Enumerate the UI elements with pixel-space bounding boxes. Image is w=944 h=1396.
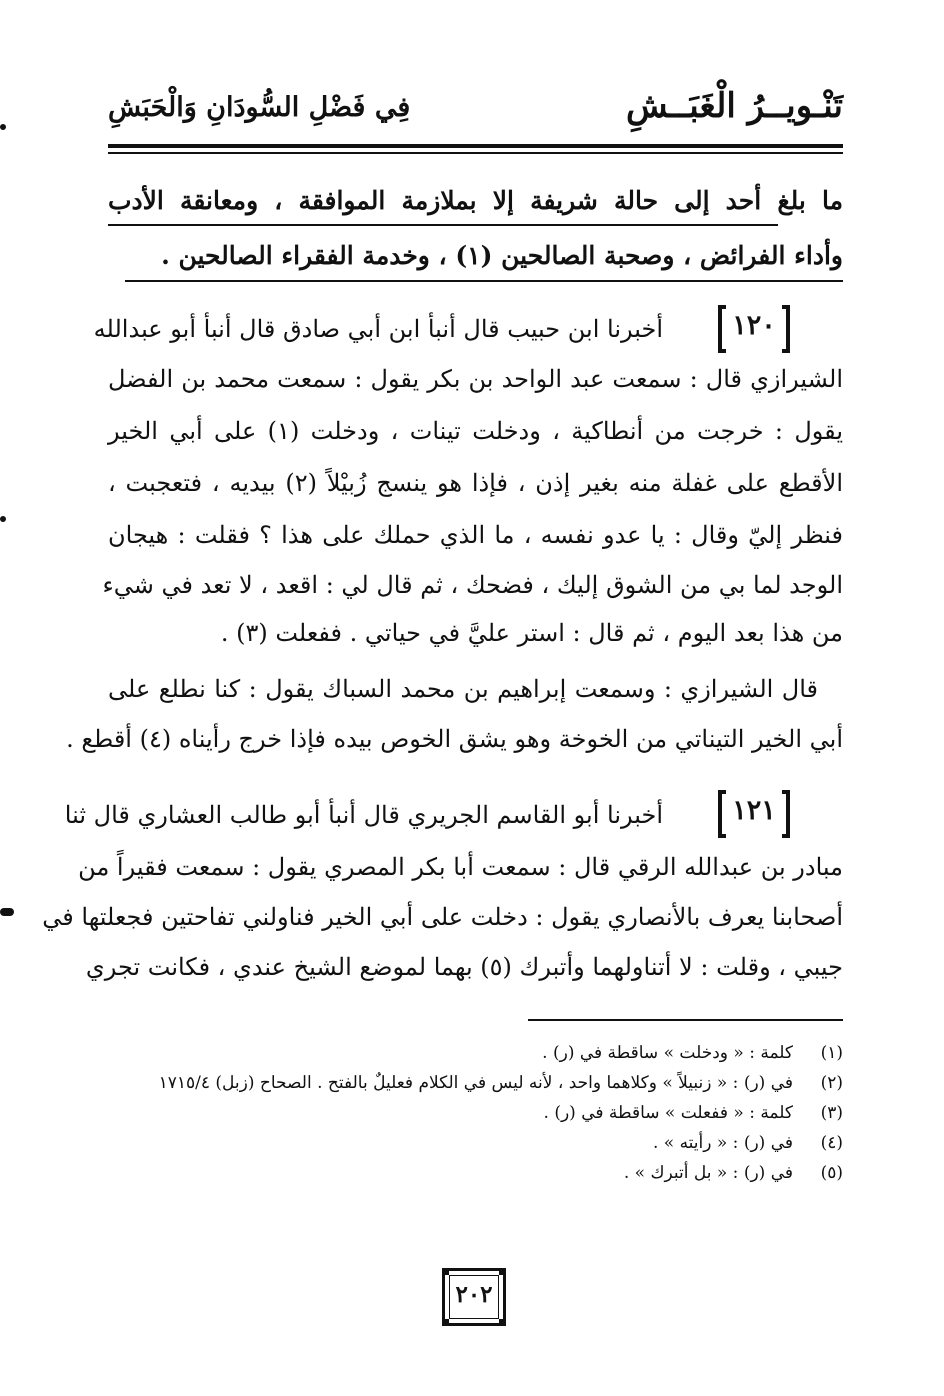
footnote xyxy=(108,1068,843,1098)
footnote-number: (٤) xyxy=(820,1133,843,1153)
entry-line: الوجد لما بي من الشوق إليك ، فضحك ، ثم قال لي : اقعد ، لا تعد في شيء xyxy=(102,571,843,599)
entry-line: يقول : خرجت من أنطاكية ، ودخلت تينات ، ودخلت (١) على أبي الخير xyxy=(108,417,844,445)
intro-underline xyxy=(108,224,778,226)
entry-line: قال الشيرازي : وسمعت إبراهيم بن محمد السباك يقول : كنا نطلع على xyxy=(108,675,818,703)
footnote-number: (٣) xyxy=(820,1103,843,1123)
running-header xyxy=(108,78,843,138)
footnote xyxy=(108,1038,843,1068)
book-title: تَنْـويــرُ الْغَبَــشِ xyxy=(626,86,843,126)
entry-number-box xyxy=(718,790,790,838)
footnote-text: في (ر) : « رأيته » . xyxy=(652,1133,793,1153)
header-rule-thin xyxy=(108,152,843,154)
entry-line: أبي الخير التيناتي من الخوخة وهو يشق الخوص بيده فإذا خرج رأيناه (٤) أقطع . xyxy=(66,725,843,753)
header-rule-thick xyxy=(108,144,843,148)
entry-line: الشيرازي قال : سمعت عبد الواحد بن بكر يقول : سمعت محمد بن الفضل xyxy=(108,365,844,393)
book-subtitle: فِي فَضْلِ السُّودَانِ وَالْحَبَشِ xyxy=(108,92,411,123)
footnote-text: في (ر) : « زنبيلاً » وكلاهما واحد ، لأنه ليس في الكلام فعليلٌ بالفتح . الصحاح (زبل) ١٧١٥/٤ xyxy=(158,1073,793,1093)
footnote xyxy=(108,1158,843,1188)
scan-mark xyxy=(0,516,6,522)
intro-underline xyxy=(125,280,843,282)
footnote-text: في (ر) : « بل أتبرك » . xyxy=(623,1163,793,1183)
entry-number: ١٢٠ xyxy=(732,310,776,341)
entry-line: أخبرنا أبو القاسم الجريري قال أنبأ أبو طالب العشاري قال ثنا xyxy=(64,801,663,829)
footnote-text: كلمة : « ففعلت » ساقطة في (ر) . xyxy=(543,1103,793,1123)
footnote xyxy=(108,1098,843,1128)
entry-line: أصحابنا يعرف بالأنصاري يقول : دخلت على أبي الخير فناولني تفاحتين فجعلتها في xyxy=(42,903,843,931)
intro-line: ما بلغ أحد إلى حالة شريفة إلا بملازمة الموافقة ، ومعانقة الأدب xyxy=(108,186,843,215)
footnote-text: كلمة : « ودخلت » ساقطة في (ر) . xyxy=(542,1043,793,1063)
footnote-number: (٢) xyxy=(820,1073,843,1093)
page-number: ٢٠٢ xyxy=(455,1281,493,1308)
footnote-number: (٥) xyxy=(820,1163,843,1183)
entry-line: من هذا بعد اليوم ، ثم قال : استر عليَّ في حياتي . ففعلت (٣) . xyxy=(220,619,843,647)
intro-line: وأداء الفرائض ، وصحبة الصالحين (١) ، وخدمة الفقراء الصالحين . xyxy=(161,241,843,270)
scan-mark xyxy=(0,124,6,130)
entry-line: مبادر بن عبدالله الرقي قال : سمعت أبا بكر المصري يقول : سمعت فقيراً من xyxy=(78,853,843,881)
entry-line: أخبرنا ابن حبيب قال أنبأ ابن أبي صادق قال أنبأ أبو عبدالله xyxy=(93,315,663,343)
entry-line: فنظر إليّ وقال : يا عدو نفسه ، ما الذي حملك على هذا ؟ فقلت : هيجان xyxy=(108,521,843,549)
entry-line: جيبي ، وقلت : لا أتناولهما وأتبرك (٥) بهما لموضع الشيخ عندي ، فكانت تجري xyxy=(85,953,843,981)
footnote xyxy=(108,1128,843,1158)
footnote-number: (١) xyxy=(820,1043,843,1063)
page-number-box xyxy=(442,1268,506,1326)
footnote-rule xyxy=(528,1019,843,1021)
entry-number-box xyxy=(718,305,790,353)
entry-line: الأقطع على غفلة منه بغير إذن ، فإذا هو ينسج زُبيْلاً (٢) بيديه ، فتعجبت ، xyxy=(108,469,843,497)
scan-mark xyxy=(0,908,14,916)
entry-number: ١٢١ xyxy=(732,795,776,826)
